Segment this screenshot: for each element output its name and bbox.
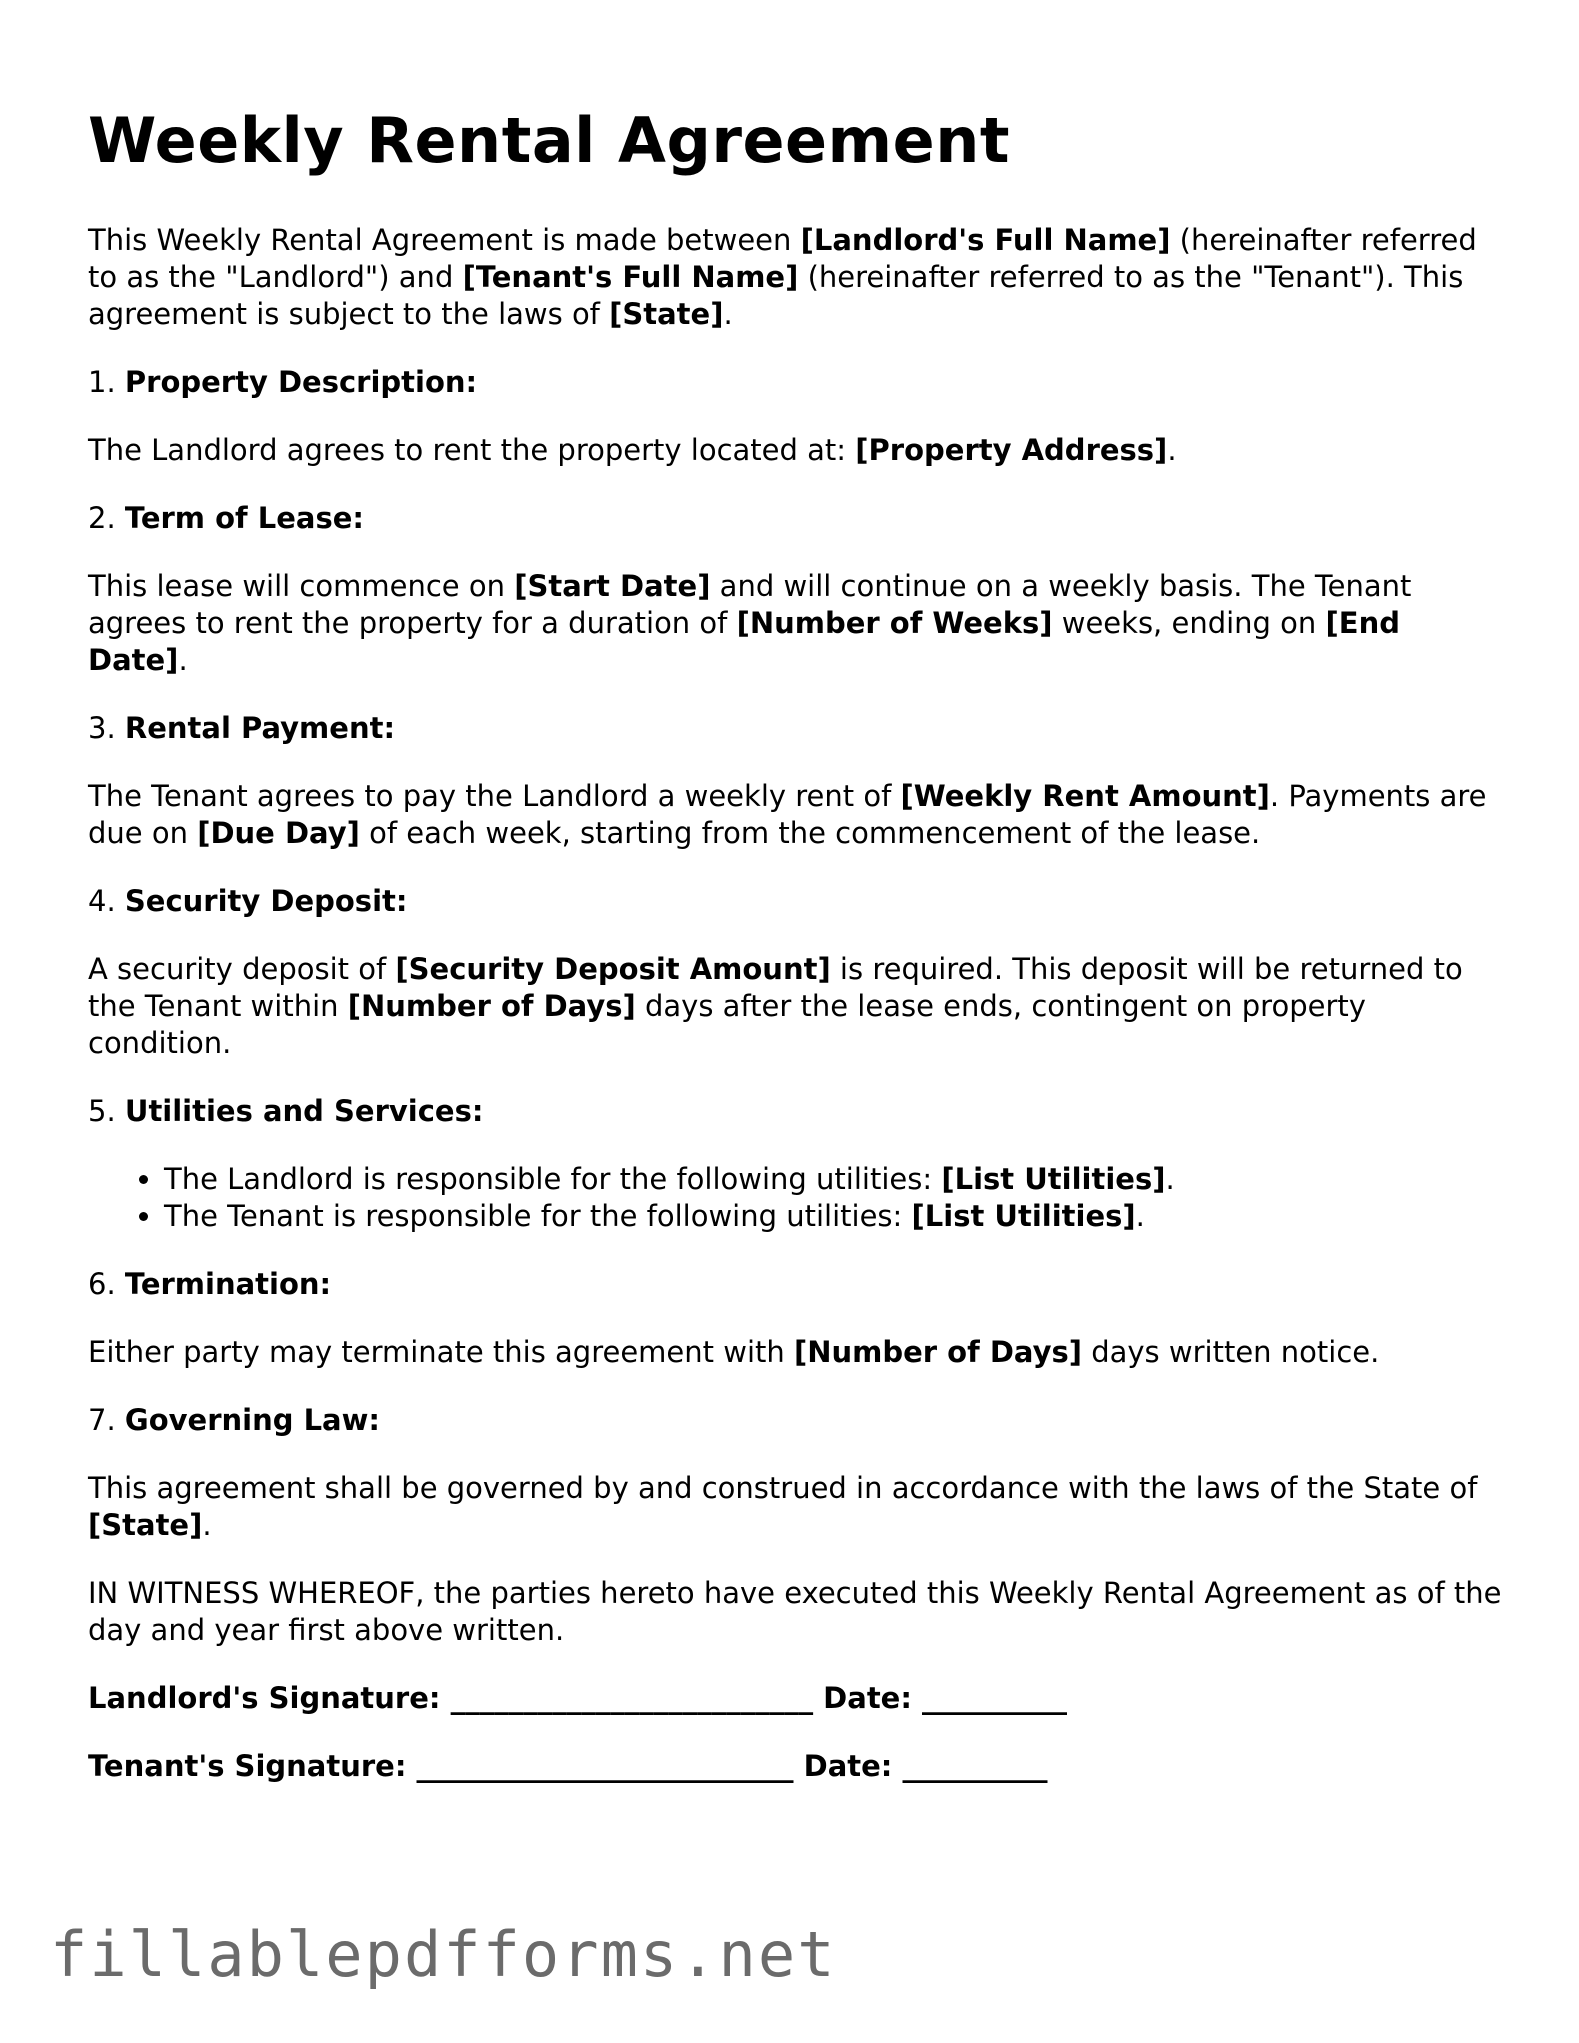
section-text: and will continue on a weekly basis. The Tenant agrees to rent the property for a duration of — [88, 569, 1412, 641]
section-text: weeks, ending on — [1052, 606, 1326, 641]
section-text: . Payments are due on — [88, 779, 1487, 851]
section-text: The Tenant agrees to pay the Landlord a weekly rent of — [88, 779, 901, 814]
tenant-name-field: [Tenant's Full Name] — [462, 260, 799, 295]
section-title: Governing Law: — [124, 1403, 381, 1438]
section-title: Rental Payment: — [124, 711, 396, 746]
intro-text-4: . — [723, 297, 733, 332]
weekly-rent-field: [Weekly Rent Amount] — [900, 779, 1270, 814]
intro-paragraph — [88, 222, 1508, 333]
security-deposit-field: [Security Deposit Amount] — [395, 952, 831, 987]
intro-text-3: (hereinafter referred to as the "Tenant"). This agreement is subject to the laws of — [88, 260, 1464, 332]
section-4-heading — [88, 883, 1508, 920]
intro-text-1: This Weekly Rental Agreement is made between — [88, 223, 801, 258]
section-text: days written notice. — [1082, 1335, 1380, 1370]
section-text: This agreement shall be governed by and construed in accordance with the laws of the State of — [88, 1471, 1478, 1506]
section-text: This lease will commence on — [88, 569, 515, 604]
list-item — [164, 1198, 1508, 1235]
section-text: Either party may terminate this agreement with — [88, 1335, 794, 1370]
utilities-list — [88, 1161, 1508, 1235]
section-number: 2. — [88, 501, 125, 536]
section-title: Termination: — [124, 1267, 332, 1302]
end-date-field: [End Date] — [88, 606, 1400, 678]
section-title: Term of Lease: — [124, 501, 364, 536]
intro-text-2: (hereinafter referred to as the "Landlord") and — [88, 223, 1477, 295]
utilities-field: [List Utilities] — [941, 1162, 1166, 1197]
list-item-text: . — [1165, 1162, 1175, 1197]
section-text: . — [1167, 433, 1177, 468]
section-number: 6. — [88, 1267, 125, 1302]
number-of-days-field: [Number of Days] — [347, 989, 636, 1024]
property-address-field: [Property Address] — [855, 433, 1168, 468]
due-day-field: [Due Day] — [197, 816, 360, 851]
section-text: A security deposit of — [88, 952, 396, 987]
section-text: of each week, starting from the commencement of the lease. — [359, 816, 1261, 851]
section-number: 4. — [88, 884, 125, 919]
landlord-signature-line[interactable]: Landlord's Signature: _________________________ Date: __________ — [88, 1681, 1068, 1716]
section-number: 5. — [88, 1094, 125, 1129]
section-text: . — [178, 643, 188, 678]
section-number: 7. — [88, 1403, 125, 1438]
utilities-field: [List Utilities] — [911, 1199, 1136, 1234]
list-item-text: The Landlord is responsible for the following utilities: — [164, 1162, 942, 1197]
section-5-heading — [88, 1093, 1508, 1130]
section-text: is required. This deposit will be returned to the Tenant within — [88, 952, 1463, 1024]
section-text: days after the lease ends, contingent on property condition. — [88, 989, 1366, 1061]
section-title: Security Deposit: — [124, 884, 408, 919]
number-of-weeks-field: [Number of Weeks] — [736, 606, 1053, 641]
document-page — [88, 104, 1508, 1816]
list-item-text: The Tenant is responsible for the following utilities: — [164, 1199, 912, 1234]
witness-paragraph: IN WITNESS WHEREOF, the parties hereto have executed this Weekly Rental Agreement as of the day and year first above written. — [88, 1576, 1502, 1648]
start-date-field: [Start Date] — [514, 569, 711, 604]
document-title: Weekly Rental Agreement — [88, 104, 1010, 177]
list-item — [164, 1161, 1508, 1198]
section-number: 3. — [88, 711, 125, 746]
section-text: . — [202, 1508, 212, 1543]
section-2-body — [88, 568, 1508, 679]
section-6-heading — [88, 1266, 1508, 1303]
section-6-body — [88, 1334, 1508, 1371]
watermark: fillablepdfforms.net — [50, 1918, 837, 1991]
section-7-body — [88, 1470, 1508, 1544]
section-2-heading — [88, 500, 1508, 537]
section-text: The Landlord agrees to rent the property located at: — [88, 433, 856, 468]
list-item-text: . — [1135, 1199, 1145, 1234]
notice-days-field: [Number of Days] — [793, 1335, 1082, 1370]
landlord-name-field: [Landlord's Full Name] — [800, 223, 1171, 258]
governing-state-field: [State] — [88, 1508, 203, 1543]
section-number: 1. — [88, 365, 125, 400]
state-field: [State] — [609, 297, 724, 332]
tenant-signature-line[interactable]: Tenant's Signature: __________________________ Date: __________ — [88, 1749, 1048, 1784]
section-title: Property Description: — [124, 365, 478, 400]
section-1-body — [88, 432, 1508, 469]
section-1-heading — [88, 364, 1508, 401]
section-3-heading — [88, 710, 1508, 747]
section-7-heading — [88, 1402, 1508, 1439]
section-title: Utilities and Services: — [124, 1094, 484, 1129]
section-3-body — [88, 778, 1508, 852]
section-4-body — [88, 951, 1508, 1062]
